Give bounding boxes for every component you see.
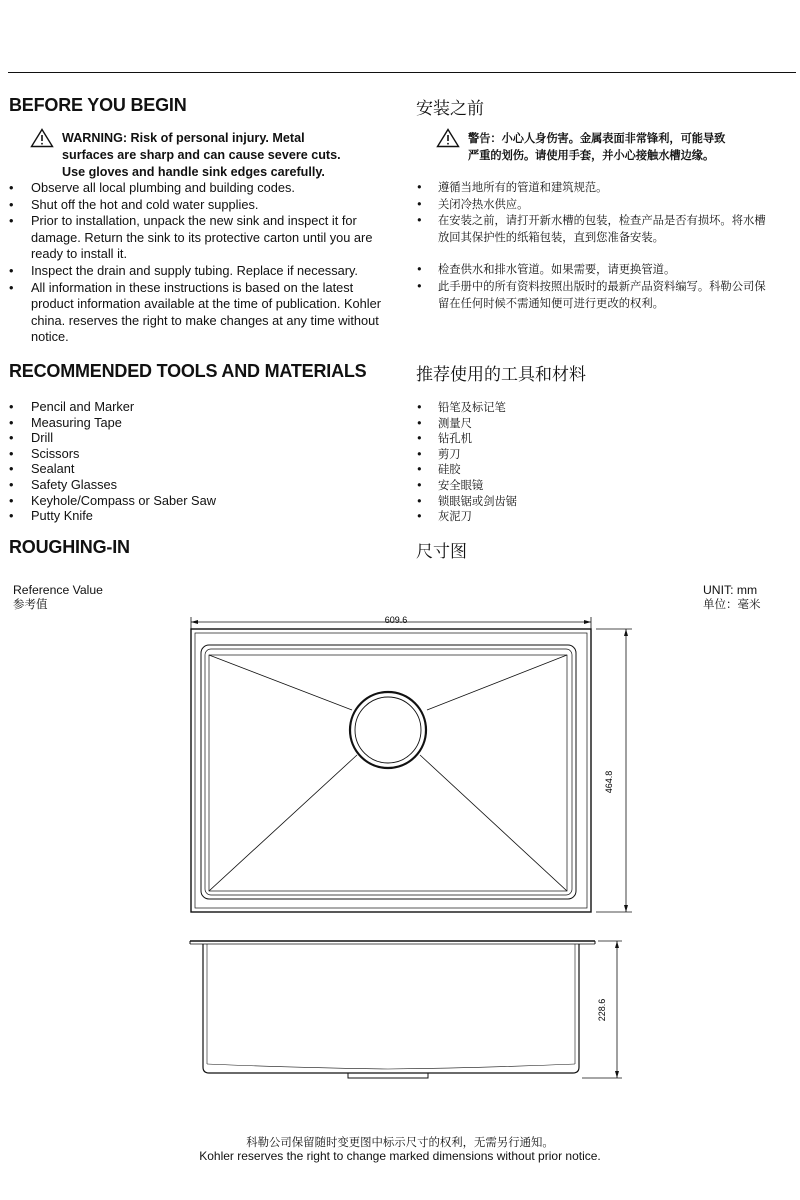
- warning-icon: [30, 128, 54, 148]
- list-item: • 灰泥刀: [417, 509, 717, 525]
- tools-list: [10, 399, 380, 524]
- list-item: • Drill: [10, 430, 380, 446]
- list-item: • 锁眼锯或剑齿锯: [417, 494, 717, 510]
- warning-line-cn-1: 警告：小心人身伤害。金属表面非常锋利，可能导致: [468, 132, 726, 145]
- list-item: • Observe all local plumbing and building codes.: [10, 180, 388, 197]
- warning-icon: [436, 128, 460, 148]
- list-item: • Scissors: [10, 446, 380, 462]
- list-item: • Shut off the hot and cold water supplies.: [10, 197, 388, 214]
- warning-block-cn: [436, 130, 800, 164]
- list-item: • Prior to installation, unpack the new sink and inspect it for damage. Return the sink to its protective carton until you are ready to install it.: [10, 213, 388, 263]
- list-item: • Putty Knife: [10, 508, 380, 524]
- section-title-before: BEFORE YOU BEGIN: [9, 95, 187, 115]
- list-item: • Safety Glasses: [10, 477, 380, 493]
- list-item: • 测量尺: [417, 416, 717, 432]
- list-item: • 安全眼镜: [417, 478, 717, 494]
- reference-label-cn: 参考值: [13, 597, 48, 611]
- list-item: • 此手册中的所有资料按照出版时的最新产品资料编写。科勒公司保留在任何时候不需通知便可进行更改的权利。: [417, 279, 767, 312]
- list-item: • Pencil and Marker: [10, 399, 380, 415]
- list-item: • 钻孔机: [417, 431, 717, 447]
- list-item: • 硅胶: [417, 462, 717, 478]
- depth-dimension-label: 464.8: [604, 770, 614, 794]
- warning-line-1: WARNING: Risk of personal injury. Metal: [62, 131, 305, 145]
- footer-note-cn: 科勒公司保留随时变更图中标示尺寸的权利，无需另行通知。: [246, 1135, 554, 1149]
- list-item: • Inspect the drain and supply tubing. Replace if necessary.: [10, 263, 388, 280]
- list-item: • 在安装之前，请打开新水槽的包装，检查产品是否有损坏。将水槽放回其保护性的纸箱包装，直到您准备安装。: [417, 213, 767, 246]
- before-list: [10, 180, 388, 346]
- section-title-before-cn: 安装之前: [416, 99, 484, 119]
- sink-side-view: [0, 930, 800, 1090]
- list-item: • Keyhole/Compass or Saber Saw: [10, 493, 380, 509]
- unit-label-cn: 单位：毫米: [703, 597, 761, 611]
- list-item: • 剪刀: [417, 447, 717, 463]
- footer-note: Kohler reserves the right to change marked dimensions without prior notice.: [199, 1149, 601, 1163]
- warning-line-2: surfaces are sharp and can cause severe cuts.: [62, 148, 341, 162]
- list-item: • 铅笔及标记笔: [417, 400, 717, 416]
- list-item: • Measuring Tape: [10, 415, 380, 431]
- tools-list-cn: [417, 400, 717, 525]
- before-list-cn: [417, 180, 767, 312]
- sink-top-view: [0, 610, 800, 920]
- reference-label: Reference Value: [13, 583, 103, 597]
- unit-label: UNIT: mm: [703, 583, 758, 597]
- list-item: • Sealant: [10, 461, 380, 477]
- section-title-tools-cn: 推荐使用的工具和材料: [416, 365, 586, 385]
- warning-block: [30, 130, 390, 181]
- section-title-roughing: ROUGHING-IN: [9, 537, 130, 557]
- list-item: • 检查供水和排水管道。如果需要，请更换管道。: [417, 262, 767, 279]
- section-title-roughing-cn: 尺寸图: [416, 542, 467, 562]
- height-dimension-label: 228.6: [597, 998, 607, 1022]
- list-item: • 遵循当地所有的管道和建筑规范。: [417, 180, 767, 197]
- top-rule: [8, 72, 796, 73]
- warning-line-cn-2: 严重的划伤。请使用手套，并小心接触水槽边缘。: [468, 149, 715, 162]
- width-dimension-label: 609.6: [384, 615, 408, 625]
- section-title-tools: RECOMMENDED TOOLS AND MATERIALS: [9, 361, 367, 381]
- warning-line-3: Use gloves and handle sink edges carefully.: [62, 165, 325, 179]
- list-item: • 关闭冷热水供应。: [417, 197, 767, 214]
- list-item: • All information in these instructions is based on the latest product information available at the time of publication. Kohler china. reserves the right to make changes at any time without notice.: [10, 280, 388, 346]
